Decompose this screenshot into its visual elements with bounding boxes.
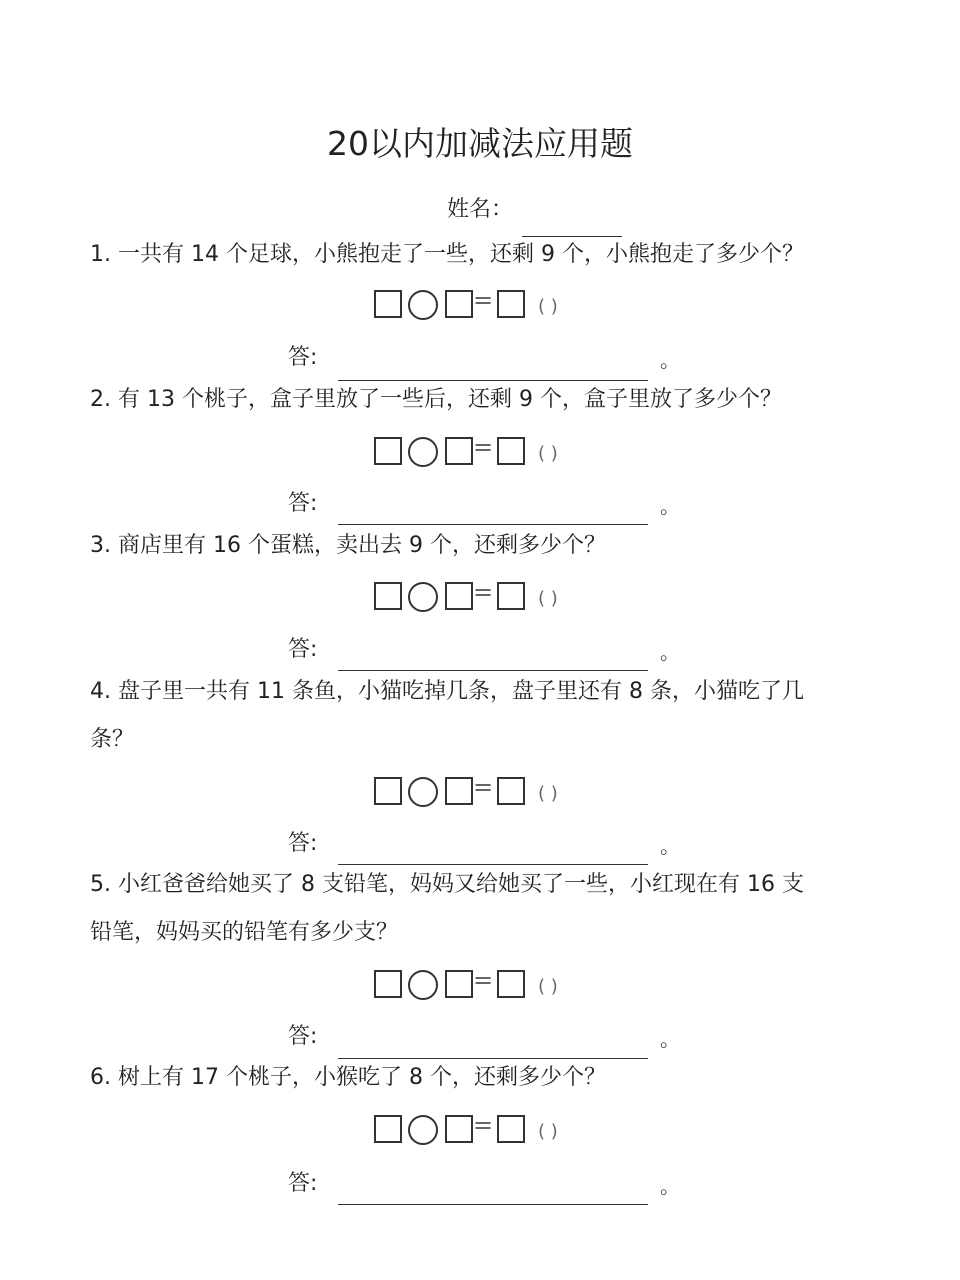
number-box[interactable] — [374, 970, 402, 998]
unit-parentheses[interactable]: ( ) — [538, 443, 558, 464]
answer-period: 。 — [660, 640, 680, 664]
unit-parentheses[interactable]: ( ) — [538, 1121, 558, 1142]
equals-sign: = — [473, 773, 494, 801]
number-box[interactable] — [445, 970, 473, 998]
number-box[interactable] — [445, 582, 473, 610]
result-box[interactable] — [497, 290, 525, 318]
number-box[interactable] — [374, 290, 402, 318]
number-box[interactable] — [445, 1115, 473, 1143]
name-label: 姓名： — [446, 197, 513, 222]
operator-circle[interactable] — [408, 582, 438, 612]
unit-parentheses[interactable]: ( ) — [538, 296, 558, 317]
answer-label: 答: — [288, 491, 318, 516]
unit-parentheses[interactable]: ( ) — [538, 976, 558, 997]
unit-parentheses[interactable]: ( ) — [538, 783, 558, 804]
equals-sign: = — [473, 286, 494, 314]
number-box[interactable] — [374, 1115, 402, 1143]
operator-circle[interactable] — [408, 437, 438, 467]
question-text: 条？ — [90, 727, 135, 752]
operator-circle[interactable] — [408, 1115, 438, 1145]
number-box[interactable] — [374, 582, 402, 610]
answer-period: 。 — [660, 1174, 680, 1198]
operator-circle[interactable] — [408, 970, 438, 1000]
number-box[interactable] — [445, 437, 473, 465]
question-text: 3. 商店里有 16 个蛋糕，卖出去 9 个，还剩多少个？ — [90, 533, 606, 558]
operator-circle[interactable] — [408, 777, 438, 807]
result-box[interactable] — [497, 970, 525, 998]
question-text: 2. 有 13 个桃子，盒子里放了一些后，还剩 9 个，盒子里放了多少个？ — [90, 387, 782, 412]
number-box[interactable] — [374, 437, 402, 465]
question-text: 铅笔，妈妈买的铅笔有多少支？ — [90, 920, 399, 945]
answer-period: 。 — [660, 348, 680, 372]
question-text: 5. 小红爸爸给她买了 8 支铅笔，妈妈又给她买了一些，小红现在有 16 支 — [90, 872, 804, 897]
answer-period: 。 — [660, 494, 680, 518]
answer-label: 答: — [288, 1171, 318, 1196]
answer-label: 答: — [288, 831, 318, 856]
result-box[interactable] — [497, 1115, 525, 1143]
number-box[interactable] — [445, 777, 473, 805]
question-text: 1. 一共有 14 个足球，小熊抱走了一些，还剩 9 个，小熊抱走了多少个？ — [90, 242, 804, 267]
equals-sign: = — [473, 966, 494, 994]
result-box[interactable] — [497, 437, 525, 465]
answer-label: 答: — [288, 345, 318, 370]
operator-circle[interactable] — [408, 290, 438, 320]
equals-sign: = — [473, 433, 494, 461]
unit-parentheses[interactable]: ( ) — [538, 588, 558, 609]
equals-sign: = — [473, 1111, 494, 1139]
number-box[interactable] — [374, 777, 402, 805]
result-box[interactable] — [497, 582, 525, 610]
equals-sign: = — [473, 578, 494, 606]
question-text: 6. 树上有 17 个桃子，小猴吃了 8 个，还剩多少个？ — [90, 1065, 606, 1090]
worksheet-title: 20以内加减法应用题 — [327, 124, 633, 163]
answer-period: 。 — [660, 834, 680, 858]
answer-period: 。 — [660, 1027, 680, 1051]
result-box[interactable] — [497, 777, 525, 805]
answer-line[interactable] — [338, 1204, 648, 1205]
question-text: 4. 盘子里一共有 11 条鱼，小猫吃掉几条，盘子里还有 8 条，小猫吃了几 — [90, 679, 804, 704]
number-box[interactable] — [445, 290, 473, 318]
answer-label: 答: — [288, 1024, 318, 1049]
answer-label: 答: — [288, 637, 318, 662]
